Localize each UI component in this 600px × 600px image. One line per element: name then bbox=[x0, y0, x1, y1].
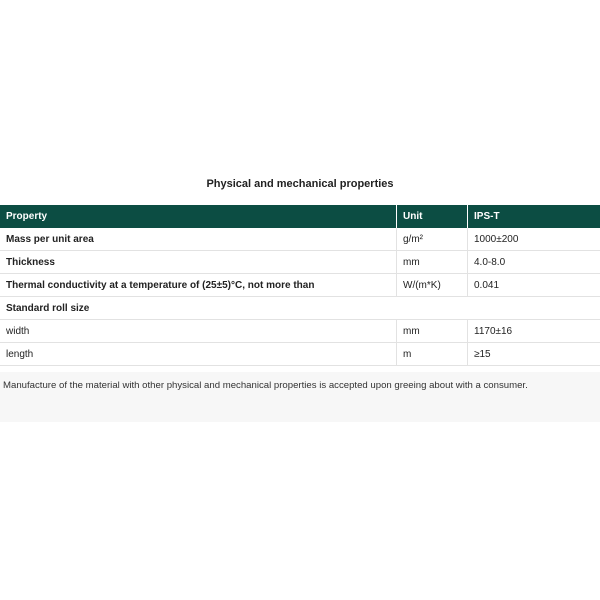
table-caption: Physical and mechanical properties bbox=[206, 178, 394, 190]
row-unit: m bbox=[397, 343, 468, 366]
table-row bbox=[0, 228, 600, 251]
table-header-row bbox=[0, 205, 600, 228]
row-value: 1170±16 bbox=[468, 320, 600, 343]
row-property: length bbox=[0, 343, 397, 366]
table-row bbox=[0, 274, 600, 297]
header-ips-t: IPS-T bbox=[468, 205, 600, 228]
header-unit: Unit bbox=[397, 205, 468, 228]
properties-table bbox=[0, 205, 600, 366]
row-property: Thermal conductivity at a temperature of (25±5)°C, not more than bbox=[0, 274, 397, 297]
row-unit: mm bbox=[397, 251, 468, 274]
row-unit: mm bbox=[397, 320, 468, 343]
row-value: 4.0-8.0 bbox=[468, 251, 600, 274]
row-unit: g/m² bbox=[397, 228, 468, 251]
row-value: 1000±200 bbox=[468, 228, 600, 251]
table-row bbox=[0, 320, 600, 343]
row-unit: W/(m*K) bbox=[397, 274, 468, 297]
row-value: 0.041 bbox=[468, 274, 600, 297]
footnote-text: Manufacture of the material with other physical and mechanical properties is accepted upon greeing about with a consumer. bbox=[3, 380, 528, 391]
row-property: Mass per unit area bbox=[0, 228, 397, 251]
header-property: Property bbox=[0, 205, 397, 228]
table-row bbox=[0, 343, 600, 366]
table-row-section bbox=[0, 297, 600, 320]
row-property: width bbox=[0, 320, 397, 343]
row-value: ≥15 bbox=[468, 343, 600, 366]
row-property: Thickness bbox=[0, 251, 397, 274]
table-row bbox=[0, 251, 600, 274]
row-section-title: Standard roll size bbox=[0, 297, 600, 320]
